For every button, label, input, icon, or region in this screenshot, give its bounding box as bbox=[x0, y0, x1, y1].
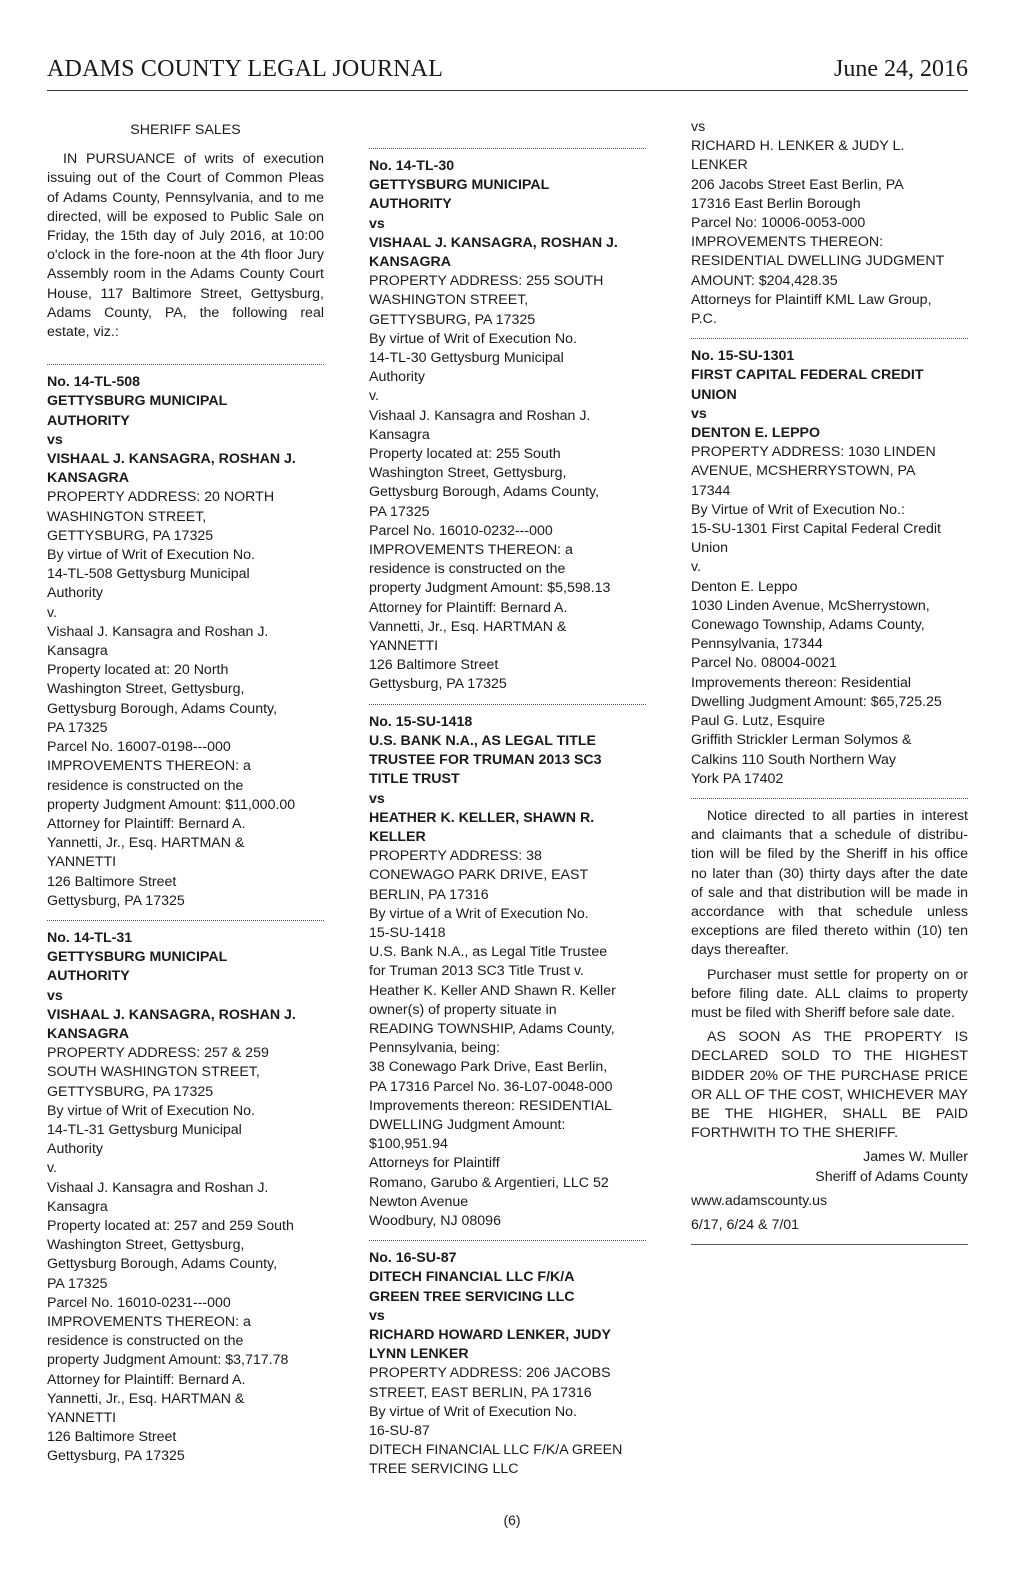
listing-text-line: YANNETTI bbox=[47, 1410, 117, 1426]
listing-text-line: Vishaal J. Kansagra and Roshan J. bbox=[47, 1179, 269, 1196]
listing-text-line: Dwelling Judgment Amount: $65,725.25 bbox=[691, 693, 942, 710]
listing-heading-line: AUTHORITY bbox=[47, 412, 130, 429]
listing-text-line: PROPERTY ADDRESS: 38 bbox=[369, 848, 542, 865]
listing-text-line: Yannetti, Jr., Esq. HARTMAN & bbox=[47, 1390, 245, 1407]
listing-heading-line: FIRST CAPITAL FEDERAL CREDIT bbox=[691, 367, 924, 384]
listing-heading-line: vs bbox=[369, 790, 385, 807]
listing-text-line: RICHARD H. LENKER & JUDY L. bbox=[691, 138, 905, 155]
listing-text-line: Vishaal J. Kansagra and Roshan J. bbox=[369, 407, 591, 424]
listing-heading-line: HEATHER K. KELLER, SHAWN R. bbox=[369, 809, 595, 826]
listing-text-line: GETTYSBURG, PA 17325 bbox=[369, 311, 536, 328]
listing-heading-line: AUTHORITY bbox=[47, 968, 130, 985]
divider bbox=[369, 148, 646, 149]
listing-text-line: Authority bbox=[47, 585, 103, 602]
listing-heading-line: No. 14-TL-508 bbox=[47, 374, 141, 391]
listing-text-line: Parcel No. 08004-0021 bbox=[691, 655, 837, 672]
listing-text-line: AVENUE, MCSHERRYSTOWN, PA bbox=[691, 463, 916, 480]
listing-text-line: Attorney for Plaintiff: Bernard A. bbox=[47, 815, 246, 832]
listing bbox=[47, 929, 324, 1467]
listing-text-line: Kansagra bbox=[47, 1198, 108, 1215]
listing-heading-line: No. 14-TL-31 bbox=[47, 929, 133, 946]
listing bbox=[47, 373, 324, 911]
listing-text-line: Property located at: 20 North bbox=[47, 662, 229, 679]
listing-heading-line: DENTON E. LEPPO bbox=[691, 425, 821, 442]
listing-text-line: 17344 bbox=[691, 482, 731, 499]
listing-text-line: WASHINGTON STREET, bbox=[47, 508, 207, 525]
listing-text-line: Attorney for Plaintiff: Bernard A. bbox=[369, 599, 568, 616]
listing-heading-line: GETTYSBURG MUNICIPAL bbox=[369, 177, 550, 194]
listing-text-line: YANNETTI bbox=[47, 854, 117, 871]
listing bbox=[369, 157, 646, 695]
listing-heading-line: VISHAAL J. KANSAGRA, ROSHAN J. bbox=[47, 1006, 296, 1023]
listing-heading-line: vs bbox=[47, 987, 63, 1004]
listing-text-line: Attorney for Plaintiff: Bernard A. bbox=[47, 1371, 246, 1388]
listing-text-line: READING TOWNSHIP, Adams County, bbox=[369, 1020, 615, 1037]
settlement-notice: Purchaser must settle for property on or before filing date. ALL claims to property must be filed with Sheriff before sale date. bbox=[691, 966, 968, 1021]
divider bbox=[47, 364, 324, 365]
listing-text-line: Griffith Strickler Lerman Solymos & bbox=[691, 732, 912, 749]
distribution-notice: Notice directed to all parties in interest and claimants that a schedule of distribu-tion will be filed by the Sheriff in his office no later than (30) thirty days after the date of sale and that distribution will be made in accordance with that schedule unless exceptions are filed thereto within (10) ten days thereafter. bbox=[691, 807, 968, 959]
listing-text-line: DITECH FINANCIAL LLC F/K/A GREEN bbox=[369, 1442, 623, 1459]
listing-heading-line: AUTHORITY bbox=[369, 196, 452, 213]
listing-heading-line: No. 15-SU-1301 bbox=[691, 348, 795, 365]
listing-heading-line: No. 16-SU-87 bbox=[369, 1250, 457, 1267]
listing-heading-line: GETTYSBURG MUNICIPAL bbox=[47, 949, 228, 966]
listing-text-line: RESIDENTIAL DWELLING JUDGMENT bbox=[691, 253, 945, 270]
listing-text-line: Gettysburg, PA 17325 bbox=[47, 1448, 185, 1465]
listing-heading-line: GREEN TREE SERVICING LLC bbox=[369, 1288, 575, 1305]
listing-text-line: PROPERTY ADDRESS: 1030 LINDEN bbox=[691, 444, 936, 461]
listing-text-line: IMPROVEMENTS THEREON: a bbox=[369, 542, 573, 559]
listing-text-line: By virtue of a Writ of Execution No. bbox=[369, 905, 589, 922]
listing-text-line: Woodbury, NJ 08096 bbox=[369, 1212, 501, 1229]
listing-text-line: $100,951.94 bbox=[369, 1136, 448, 1153]
listing-text-line: Union bbox=[691, 540, 729, 557]
listing-text-line: Gettysburg, PA 17325 bbox=[369, 676, 507, 693]
listing-text-line: Parcel No. 16010-0231---000 bbox=[47, 1294, 231, 1311]
listing-text-line: vs bbox=[691, 119, 706, 135]
divider bbox=[369, 704, 646, 705]
listing-text-line: CONEWAGO PARK DRIVE, EAST bbox=[369, 867, 589, 884]
listing-text-line: for Truman 2013 SC3 Title Trust v. bbox=[369, 963, 584, 980]
listing-text-line: Improvements thereon: RESIDENTIAL bbox=[369, 1097, 612, 1114]
listing-text-line: GETTYSBURG, PA 17325 bbox=[47, 1083, 214, 1100]
column-3 bbox=[691, 118, 968, 1253]
listing-text-line: Authority bbox=[47, 1141, 103, 1158]
listing-text-line: BERLIN, PA 17316 bbox=[369, 886, 489, 903]
listing-text-line: By virtue of Writ of Execution No. bbox=[47, 547, 255, 564]
listing-heading-line: RICHARD HOWARD LENKER, JUDY bbox=[369, 1326, 611, 1343]
listing-text-line: U.S. Bank N.A., as Legal Title Trustee bbox=[369, 944, 608, 961]
journal-header bbox=[47, 54, 968, 91]
listing-text-line: LENKER bbox=[691, 157, 748, 174]
listing-heading-line: UNION bbox=[691, 386, 737, 403]
column-1 bbox=[47, 118, 324, 1467]
listing-text-line: 14-TL-30 Gettysburg Municipal bbox=[369, 350, 564, 367]
listing bbox=[369, 713, 646, 1231]
listing-text-line: 206 Jacobs Street East Berlin, PA bbox=[691, 176, 904, 193]
listing-text-line: 126 Baltimore Street bbox=[47, 873, 177, 890]
listing-text-line: 1030 Linden Avenue, McSherrystown, bbox=[691, 597, 930, 614]
listing-text-line: Gettysburg Borough, Adams County, bbox=[47, 700, 278, 717]
listing-text-line: AMOUNT: $204,428.35 bbox=[691, 272, 838, 289]
listing-text-line: 38 Conewago Park Drive, East Berlin, bbox=[369, 1059, 608, 1076]
issue-date: June 24, 2016 bbox=[834, 56, 968, 82]
listing-text-line: York PA 17402 bbox=[691, 770, 784, 787]
listing-text-line: v. bbox=[691, 559, 701, 576]
listing-text-line: owner(s) of property situate in bbox=[369, 1001, 557, 1018]
listing-text-line: PA 17325 bbox=[47, 1275, 108, 1292]
listing-text-line: 126 Baltimore Street bbox=[369, 657, 499, 674]
listing-text-line: Kansagra bbox=[369, 426, 430, 443]
listing-heading-line: KANSAGRA bbox=[47, 470, 129, 487]
divider bbox=[369, 1240, 646, 1241]
listing-text-line: PROPERTY ADDRESS: 20 NORTH bbox=[47, 489, 275, 506]
listing-text-line: v. bbox=[47, 604, 57, 621]
listing-text-line: Gettysburg Borough, Adams County, bbox=[47, 1256, 278, 1273]
listing-text-line: Pennsylvania, 17344 bbox=[691, 636, 823, 653]
listing-text-line: property Judgment Amount: $3,717.78 bbox=[47, 1352, 289, 1369]
journal-title: ADAMS COUNTY LEGAL JOURNAL bbox=[47, 56, 444, 82]
listing-text-line: Paul G. Lutz, Esquire bbox=[691, 713, 826, 730]
listing-heading-line: DITECH FINANCIAL LLC F/K/A bbox=[369, 1269, 575, 1286]
divider bbox=[691, 798, 968, 799]
listing-text-line: residence is constructed on the bbox=[47, 1333, 244, 1350]
listing-text-line: Washington Street, Gettysburg, bbox=[47, 1237, 245, 1254]
listing-heading-line: vs bbox=[369, 1307, 385, 1324]
listing-heading-line: TRUSTEE FOR TRUMAN 2013 SC3 bbox=[369, 752, 602, 769]
listing-text-line: PA 17316 Parcel No. 36-L07-0048-000 bbox=[369, 1078, 613, 1095]
listing-text-line: Parcel No: 10006-0053-000 bbox=[691, 215, 866, 232]
listing-text-line: 15-SU-1418 bbox=[369, 924, 446, 941]
listing-text-line: GETTYSBURG, PA 17325 bbox=[47, 527, 214, 544]
listing-text-line: SOUTH WASHINGTON STREET, bbox=[47, 1064, 260, 1081]
listing-text-line: 17316 East Berlin Borough bbox=[691, 195, 861, 212]
listing-text-line: Authority bbox=[369, 369, 425, 386]
listing-text-line: Denton E. Leppo bbox=[691, 578, 798, 595]
listing-text-line: Heather K. Keller AND Shawn R. Keller bbox=[369, 982, 616, 999]
listing-text-line: 14-TL-508 Gettysburg Municipal bbox=[47, 566, 250, 583]
listing-text-line: Parcel No. 16007-0198---000 bbox=[47, 739, 231, 756]
listing-text-line: By virtue of Writ of Execution No. bbox=[369, 330, 577, 347]
listing-text-line: Romano, Garubo & Argentieri, LLC 52 bbox=[369, 1174, 609, 1191]
listing-text-line: Calkins 110 South Northern Way bbox=[691, 751, 897, 768]
listing-text-line: property Judgment Amount: $5,598.13 bbox=[369, 580, 611, 597]
listing-heading-line: No. 15-SU-1418 bbox=[369, 713, 473, 730]
listing-text-line: 14-TL-31 Gettysburg Municipal bbox=[47, 1121, 242, 1138]
listing-text-line: Attorneys for Plaintiff KML Law Group, bbox=[691, 291, 932, 308]
listing-heading-line: KANSAGRA bbox=[47, 1025, 129, 1042]
listing-heading-line: vs bbox=[691, 405, 707, 422]
listing-heading-line: KELLER bbox=[369, 828, 426, 845]
listing-text-line: WASHINGTON STREET, bbox=[369, 292, 529, 309]
listing-text-line: Washington Street, Gettysburg, bbox=[369, 465, 567, 482]
listing bbox=[691, 347, 968, 789]
listing-text-line: 16-SU-87 bbox=[369, 1423, 430, 1439]
listing bbox=[369, 1249, 646, 1479]
listing-text-line: Washington Street, Gettysburg, bbox=[47, 681, 245, 698]
listing-text-line: DWELLING Judgment Amount: bbox=[369, 1116, 566, 1133]
listing-text-line: Kansagra bbox=[47, 643, 108, 660]
listing-text-line: Gettysburg Borough, Adams County, bbox=[369, 484, 600, 501]
listing-text-line: Improvements thereon: Residential bbox=[691, 674, 912, 691]
listing-text-line: Conewago Township, Adams County, bbox=[691, 617, 925, 634]
listing-heading-line: No. 14-TL-30 bbox=[369, 158, 455, 174]
listing-text-line: By virtue of Writ of Execution No. bbox=[369, 1403, 577, 1420]
listing-text-line: IMPROVEMENTS THEREON: a bbox=[47, 758, 251, 775]
signer-title: Sheriff of Adams County bbox=[815, 1168, 968, 1185]
listing-heading-line: vs bbox=[47, 431, 63, 448]
listing-text-line: YANNETTI bbox=[369, 638, 439, 655]
listing-text-line: STREET, EAST BERLIN, PA 17316 bbox=[369, 1384, 592, 1401]
publication-dates: 6/17, 6/24 & 7/01 bbox=[691, 1216, 800, 1233]
listing-text-line: Parcel No. 16010-0232---000 bbox=[369, 522, 553, 539]
listing-heading-line: KANSAGRA bbox=[369, 254, 451, 271]
listing-text-line: v. bbox=[47, 1160, 57, 1177]
listing-heading-line: vs bbox=[369, 215, 385, 232]
listing-text-line: Gettysburg, PA 17325 bbox=[47, 892, 185, 909]
intro-paragraph: IN PURSUANCE of writs of execution issuing out of the Court of Common Pleas of Adams County, Pennsylvania, and to me directed, will be exposed to Public Sale on Friday, the 15th day of July 2016, at 10:00 o'clock in the fore-noon at the 4th floor Jury Assembly room in the Adams County Court House, 117 Baltimore Street, Gettysburg, Adams County, PA, the following real estate, viz.: bbox=[47, 151, 324, 341]
website-link[interactable]: www.adamscounty.us bbox=[691, 1192, 828, 1209]
listing-text-line: Attorneys for Plaintiff bbox=[369, 1155, 500, 1172]
listing-heading-line: U.S. BANK N.A., AS LEGAL TITLE bbox=[369, 732, 597, 749]
page-number: (6) bbox=[503, 1512, 521, 1528]
listing-text-line: Vishaal J. Kansagra and Roshan J. bbox=[47, 623, 269, 640]
listing-text-line: Vannetti, Jr., Esq. HARTMAN & bbox=[369, 618, 567, 635]
listing-text-line: PROPERTY ADDRESS: 255 SOUTH bbox=[369, 273, 604, 290]
listing-heading-line: VISHAAL J. KANSAGRA, ROSHAN J. bbox=[47, 451, 296, 468]
listing-text-line: PROPERTY ADDRESS: 206 JACOBS bbox=[369, 1365, 611, 1382]
divider bbox=[47, 920, 324, 921]
end-rule bbox=[691, 1244, 968, 1245]
listing-text-line: residence is constructed on the bbox=[47, 777, 244, 794]
listing-text-line: TREE SERVICING LLC bbox=[369, 1461, 519, 1478]
listing-text-line: By virtue of Writ of Execution No. bbox=[47, 1102, 255, 1119]
listing-text-line: residence is constructed on the bbox=[369, 561, 566, 578]
listing-text-line: Property located at: 255 South bbox=[369, 446, 561, 463]
signer-name: James W. Muller bbox=[863, 1149, 968, 1166]
listing-text-line: Yannetti, Jr., Esq. HARTMAN & bbox=[47, 835, 245, 852]
listing-text-line: Newton Avenue bbox=[369, 1193, 469, 1210]
section-heading: SHERIFF SALES bbox=[130, 122, 241, 138]
listing-text-line: P.C. bbox=[691, 311, 717, 328]
listing-text-line: PROPERTY ADDRESS: 257 & 259 bbox=[47, 1045, 269, 1062]
listing-text-line: PA 17325 bbox=[47, 719, 108, 736]
listing-text-line: v. bbox=[369, 388, 379, 405]
listing-text-line: 15-SU-1301 First Capital Federal Credit bbox=[691, 521, 941, 538]
listing-text-line: 126 Baltimore Street bbox=[47, 1429, 177, 1446]
listing-text-line: property Judgment Amount: $11,000.00 bbox=[47, 796, 296, 813]
payment-notice: AS SOON AS THE PROPERTY IS DECLARED SOLD TO THE HIGHEST BIDDER 20% OF THE PURCHASE PRICE OR ALL OF THE COST, WHICHEVER MAY BE THE HIGHER, SHALL BE PAID FORTHWITH TO THE SHERIFF. bbox=[691, 1029, 968, 1142]
listing-text-line: IMPROVEMENTS THEREON: bbox=[691, 234, 884, 251]
listing-text-line: Pennsylvania, being: bbox=[369, 1040, 500, 1057]
listing-heading-line: LYNN LENKER bbox=[369, 1346, 469, 1363]
listing-heading-line: TITLE TRUST bbox=[369, 771, 460, 788]
column-2 bbox=[369, 118, 646, 1480]
listing-heading-line: VISHAAL J. KANSAGRA, ROSHAN J. bbox=[369, 234, 618, 251]
divider bbox=[691, 338, 968, 339]
listing-continued bbox=[691, 118, 968, 329]
listing-text-line: By Virtue of Writ of Execution No.: bbox=[691, 501, 905, 518]
listing-text-line: Property located at: 257 and 259 South bbox=[47, 1217, 294, 1234]
listing-text-line: IMPROVEMENTS THEREON: a bbox=[47, 1313, 251, 1330]
listing-heading-line: GETTYSBURG MUNICIPAL bbox=[47, 393, 228, 410]
listing-text-line: PA 17325 bbox=[369, 503, 430, 520]
